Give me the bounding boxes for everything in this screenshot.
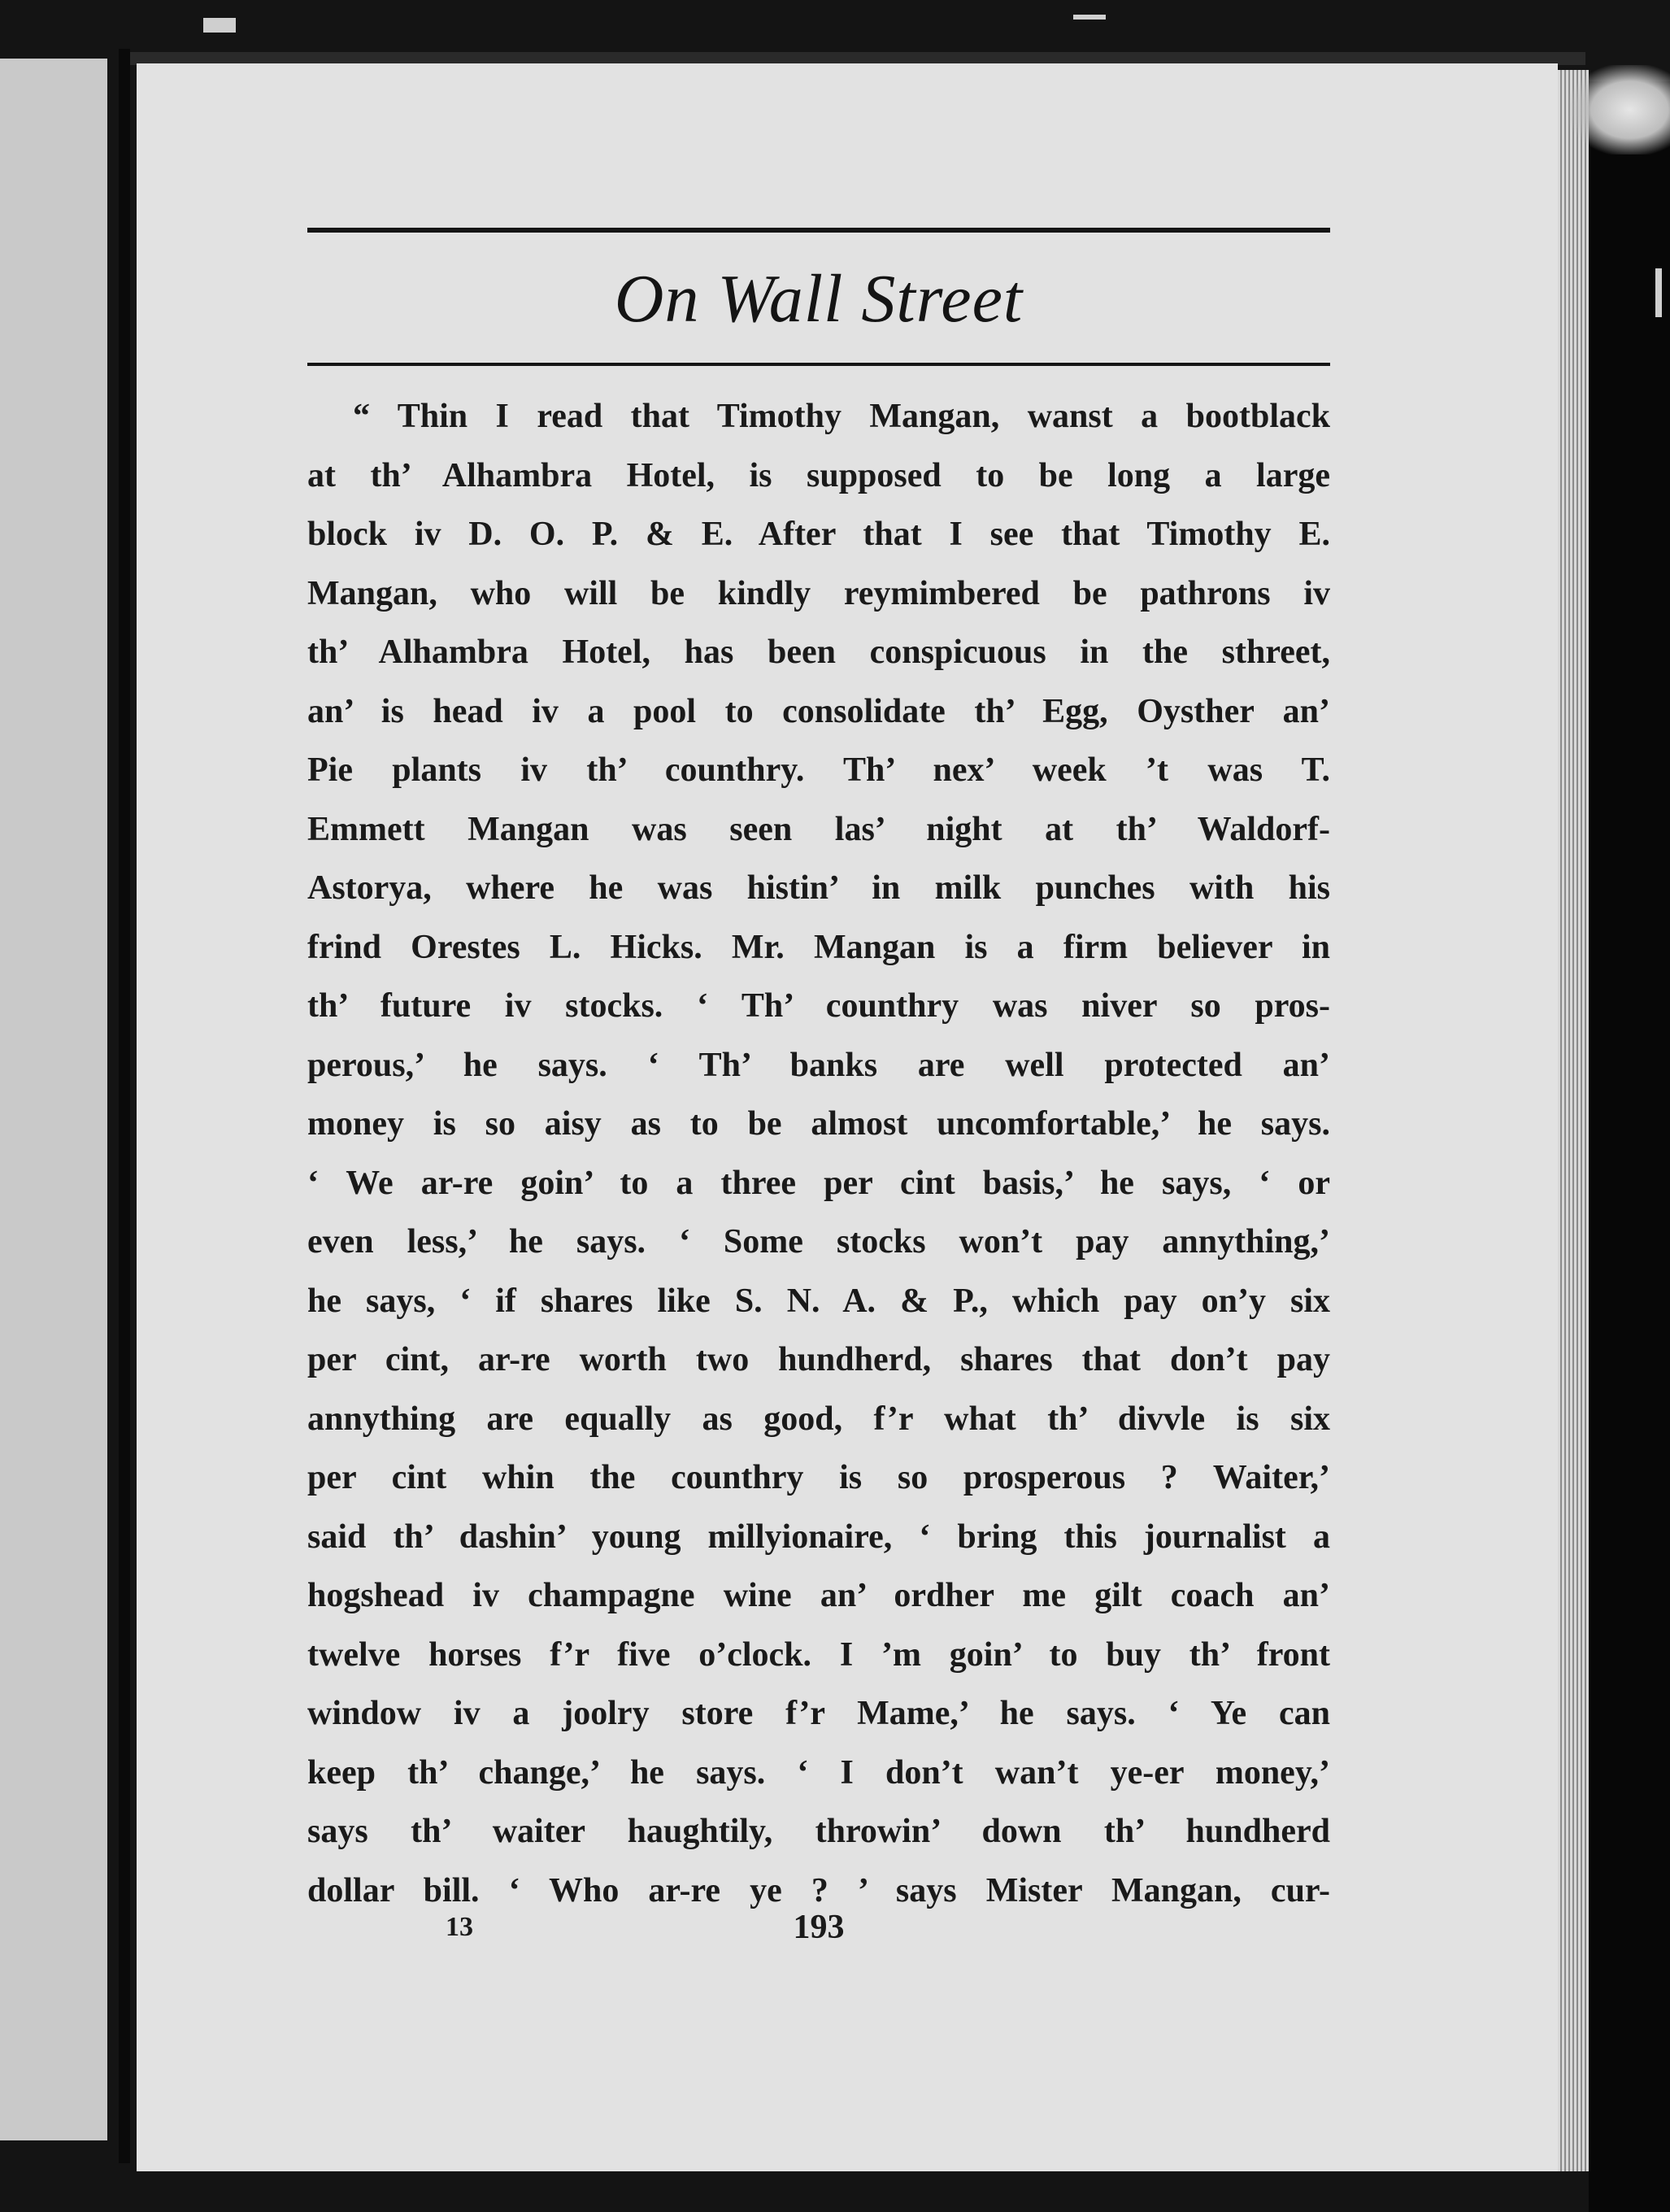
chapter-title: On Wall Street	[614, 261, 1024, 337]
text-line: th’ Alhambra Hotel, has been conspicuous in the sthreet,	[307, 634, 1330, 671]
text-line: hogshead iv champagne wine an’ ordher me gilt coach an’	[307, 1577, 1330, 1614]
text-line: he says, ‘ if shares like S. N. A. & P., which pay on’y six	[307, 1282, 1330, 1320]
page-fore-edge	[1558, 70, 1589, 2171]
body-text	[307, 387, 1330, 1920]
scan-speck	[203, 18, 236, 33]
scan-artifact	[1569, 65, 1670, 155]
text-line: per cint, ar-re worth two hundherd, shares that don’t pay	[307, 1341, 1330, 1378]
page-content	[307, 228, 1330, 1920]
header-rule-top	[307, 228, 1330, 233]
text-line: an’ is head iv a pool to consolidate th’ Egg, Oysther an’	[307, 692, 1330, 730]
text-line: frind Orestes L. Hicks. Mr. Mangan is a firm believer in	[307, 928, 1330, 966]
text-line: at th’ Alhambra Hotel, is supposed to be long a large	[307, 456, 1330, 494]
text-line: twelve horses f’r five o’clock. I ’m goin’ to buy th’ front	[307, 1635, 1330, 1674]
text-line: th’ future iv stocks. ‘ Th’ counthry was niver so pros-	[307, 987, 1330, 1025]
text-line: perous,’ he says. ‘ Th’ banks are well protected an’	[307, 1046, 1330, 1084]
text-line: dollar bill. ‘ Who ar-re ye ? ’ says Mister Mangan, cur-	[307, 1871, 1330, 1909]
binding-gutter	[119, 49, 130, 2163]
text-line: per cint whin the counthry is so prosperous ? Waiter,’	[307, 1459, 1330, 1496]
page-number: 193	[793, 1909, 845, 1946]
scan-right-shadow	[1589, 81, 1670, 2212]
text-line: keep th’ change,’ he says. ‘ I don’t wan’t ye-er money,’	[307, 1753, 1330, 1792]
text-line: window iv a joolry store f’r Mame,’ he says. ‘ Ye can	[307, 1695, 1330, 1732]
text-line: Pie plants iv th’ counthry. Th’ nex’ week ’t was T.	[307, 751, 1330, 789]
scan-speck	[1073, 15, 1106, 20]
text-line: Mangan, who will be kindly reymimbered be pathrons iv	[307, 574, 1330, 612]
text-line: says th’ waiter haughtily, throwin’ down th’ hundherd	[307, 1813, 1330, 1850]
text-line: ‘ We ar-re goin’ to a three per cint basis,’ he says, ‘ or	[307, 1164, 1330, 1202]
text-line: even less,’ he says. ‘ Some stocks won’t pay annything,’	[307, 1223, 1330, 1261]
text-line: annything are equally as good, f’r what th’ divvle is six	[307, 1400, 1330, 1438]
text-line: Emmett Mangan was seen las’ night at th’ Waldorf-	[307, 810, 1330, 848]
scan-speck	[1655, 268, 1662, 317]
signature-mark: 13	[446, 1912, 473, 1942]
text-line: block iv D. O. P. & E. After that I see that Timothy E.	[307, 516, 1330, 553]
header-rule-bottom	[307, 363, 1330, 366]
text-line: said th’ dashin’ young millyionaire, ‘ bring this journalist a	[307, 1517, 1330, 1556]
facing-page-edge	[0, 59, 107, 2140]
text-line: Astorya, where he was histin’ in milk punches with his	[307, 869, 1330, 907]
text-line: money is so aisy as to be almost uncomfortable,’ he says.	[307, 1105, 1330, 1143]
text-line: “ Thin I read that Timothy Mangan, wanst a bootblack	[353, 398, 1330, 435]
page-footer	[307, 1903, 1330, 1952]
